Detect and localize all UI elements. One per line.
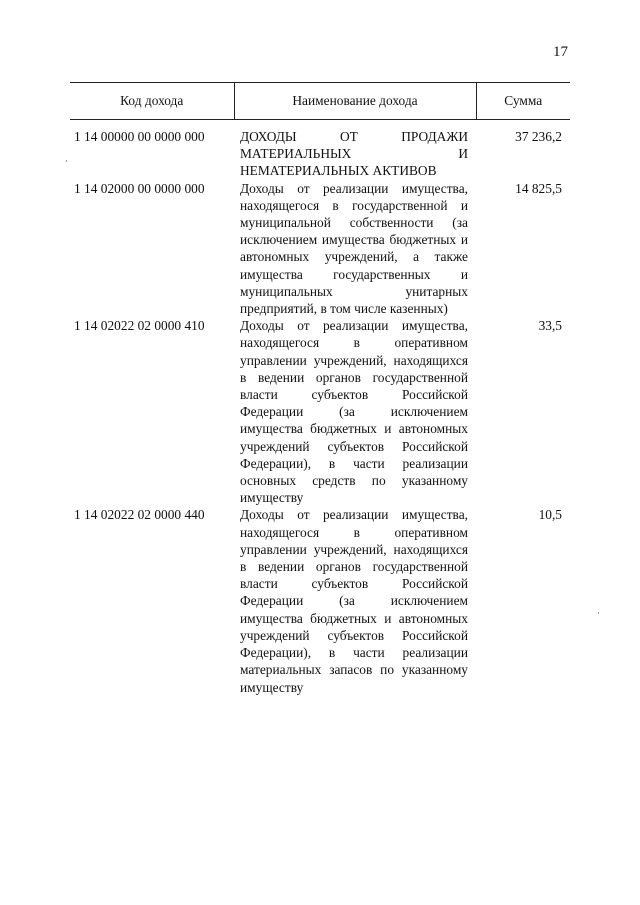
header-income-name: Наименование дохода <box>234 83 476 120</box>
table-body <box>70 120 570 696</box>
page-number: 17 <box>553 44 568 60</box>
table-row <box>70 180 570 318</box>
table-row <box>70 506 570 695</box>
income-name-cell: Доходы от реализации имущества, находящегося в оперативном управлении учреждений, находящихся в ведении органов государственной власти субъектов Российской Федерации (за исключением имущества бюджетных и автономных учреждений субъектов Российской Федерации), в части реализации материальных запасов по указанному имуществу <box>240 507 468 695</box>
table-header <box>70 83 570 120</box>
income-name-cell: Доходы от реализации имущества, находящегося в оперативном управлении учреждений, находящихся в ведении органов государственной власти субъектов Российской Федерации (за исключением имущества бюджетных и автономных учреждений субъектов Российской Федерации), в части реализации основных средств по указанному имуществу <box>240 318 468 506</box>
scan-speck <box>598 612 599 614</box>
amount-cell: 33,5 <box>538 318 562 334</box>
table-row <box>70 120 570 180</box>
header-income-code: Код дохода <box>70 83 234 120</box>
scan-speck <box>66 160 67 162</box>
amount-cell: 10,5 <box>538 507 562 523</box>
income-name-cell: ДОХОДЫ ОТ ПРОДАЖИ МАТЕРИАЛЬНЫХ И НЕМАТЕРИАЛЬНЫХ АКТИВОВ <box>240 129 468 179</box>
income-code-cell: 1 14 00000 00 0000 000 <box>74 129 205 144</box>
header-row <box>70 83 570 120</box>
table-row <box>70 317 570 506</box>
header-amount: Сумма <box>476 83 570 120</box>
amount-cell: 14 825,5 <box>515 180 562 196</box>
amount-cell: 37 236,2 <box>515 129 562 144</box>
income-code-cell: 1 14 02022 02 0000 440 <box>74 507 205 523</box>
income-name-cell: Доходы от реализации имущества, находящегося в государственной и муниципальной собственности (за исключением имущества бюджетных и автономных учреждений, а также имущества государственных и муниципальных унитарных предприятий, в том числе казенных) <box>240 180 468 317</box>
income-code-cell: 1 14 02000 00 0000 000 <box>74 180 205 196</box>
income-table <box>70 82 570 696</box>
income-code-cell: 1 14 02022 02 0000 410 <box>74 318 205 334</box>
